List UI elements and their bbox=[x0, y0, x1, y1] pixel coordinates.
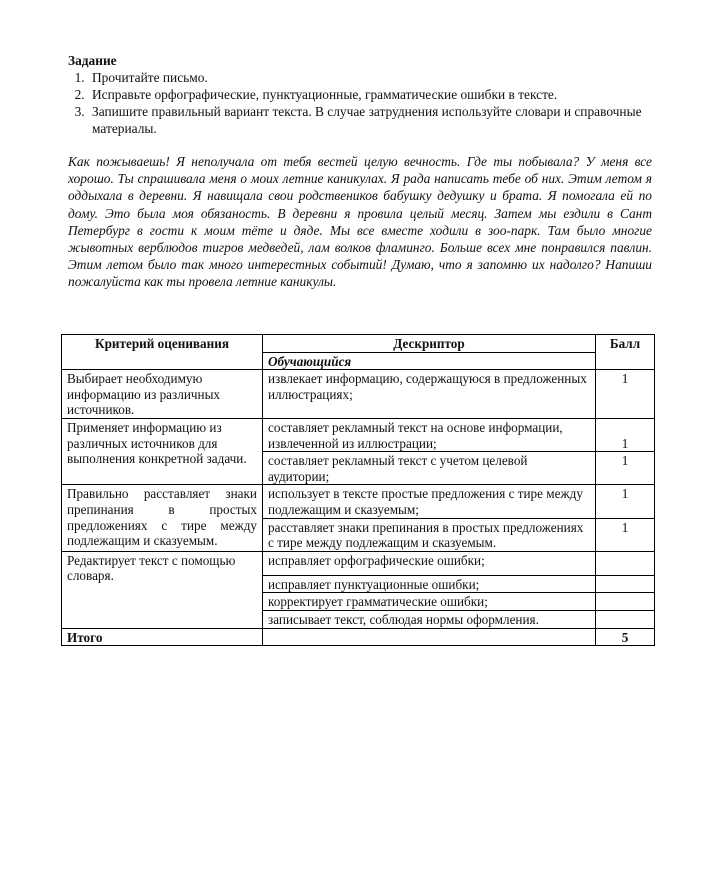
header-descriptor: Дескриптор bbox=[263, 335, 596, 353]
score-cell: 1 bbox=[596, 452, 655, 485]
header-criterion: Критерий оценивания bbox=[62, 335, 263, 370]
task-item: 2. Исправьте орфографические, пунктуационные, грамматические ошибки в тексте. bbox=[88, 86, 658, 103]
total-score: 5 bbox=[596, 628, 655, 646]
score-cell: 1 bbox=[596, 485, 655, 518]
descriptor-cell: расставляет знаки препинания в простых предложениях с тире между подлежащим и сказуемым. bbox=[263, 518, 596, 551]
criterion-cell: Применяет информацию из различных источников для выполнения конкретной задачи. bbox=[62, 418, 263, 484]
assessment-rubric-table bbox=[61, 334, 655, 646]
task-item: 3. Запишите правильный вариант текста. В случае затруднения используйте словари и справочные материалы. bbox=[88, 103, 658, 137]
score-cell bbox=[596, 593, 655, 611]
letter-text: Как пожываешь! Я неполучала от тебя вестей целую вечность. Где ты побывала? У меня все хорошо. Ты спрашивала меня о моих летние каникулах. Я рада написать тебе об них. Этим летом я оддыхала в деревни. Я навищала свои родствеников бабушку дедушку и брата. Я помогала ей по дому. Это была моя обязаность. В деревни я провила целый месяц. Затем мы ездили в Сант Петербург в гости к моим тёте и дяде. Мы все вместе ходили в зоо-парк. Там было многие жывотных верблюдов тигров медведей, лам волков фламинго. Больше всех мне понравился павлин. Этим летом было так много интерестных событий! Думаю, что я запомню их надолго? Напиши пожалуйста как ты провела летние каникулы. bbox=[68, 154, 652, 290]
task-title: Задание bbox=[68, 53, 117, 68]
total-label: Итого bbox=[62, 628, 263, 646]
descriptor-cell: корректирует грамматические ошибки; bbox=[263, 593, 596, 611]
score-cell: 1 bbox=[596, 418, 655, 451]
header-learner: Обучающийся bbox=[263, 352, 596, 370]
score-cell: 1 bbox=[596, 518, 655, 551]
score-cell: 1 bbox=[596, 370, 655, 419]
table-row bbox=[62, 370, 655, 419]
table-row bbox=[62, 485, 655, 518]
score-cell bbox=[596, 551, 655, 575]
descriptor-cell: использует в тексте простые предложения с тире между подлежащим и сказуемым; bbox=[263, 485, 596, 518]
score-cell bbox=[596, 610, 655, 628]
table-header-row bbox=[62, 335, 655, 353]
descriptor-cell: исправляет пунктуационные ошибки; bbox=[263, 575, 596, 593]
header-score: Балл bbox=[596, 335, 655, 370]
table-row bbox=[62, 551, 655, 575]
total-row bbox=[62, 628, 655, 646]
criterion-cell: Редактирует текст с помощью словаря. bbox=[62, 551, 263, 628]
descriptor-cell: исправляет орфографические ошибки; bbox=[263, 551, 596, 575]
criterion-cell: Выбирает необходимую информацию из различных источников. bbox=[62, 370, 263, 419]
task-list bbox=[68, 69, 658, 137]
task-section bbox=[68, 52, 658, 137]
criterion-cell: Правильно расставляет знаки препинания в простых предложениях с тире между подлежащим и сказуемым. bbox=[62, 485, 263, 551]
descriptor-cell: составляет рекламный текст на основе информации, извлеченной из иллюстрации; bbox=[263, 418, 596, 451]
task-item: 1. Прочитайте письмо. bbox=[88, 69, 658, 86]
descriptor-cell: извлекает информацию, содержащуюся в предложенных иллюстрациях; bbox=[263, 370, 596, 419]
descriptor-cell: составляет рекламный текст с учетом целевой аудитории; bbox=[263, 452, 596, 485]
table-row bbox=[62, 418, 655, 451]
score-cell bbox=[596, 575, 655, 593]
total-descriptor bbox=[263, 628, 596, 646]
descriptor-cell: записывает текст, соблюдая нормы оформления. bbox=[263, 610, 596, 628]
